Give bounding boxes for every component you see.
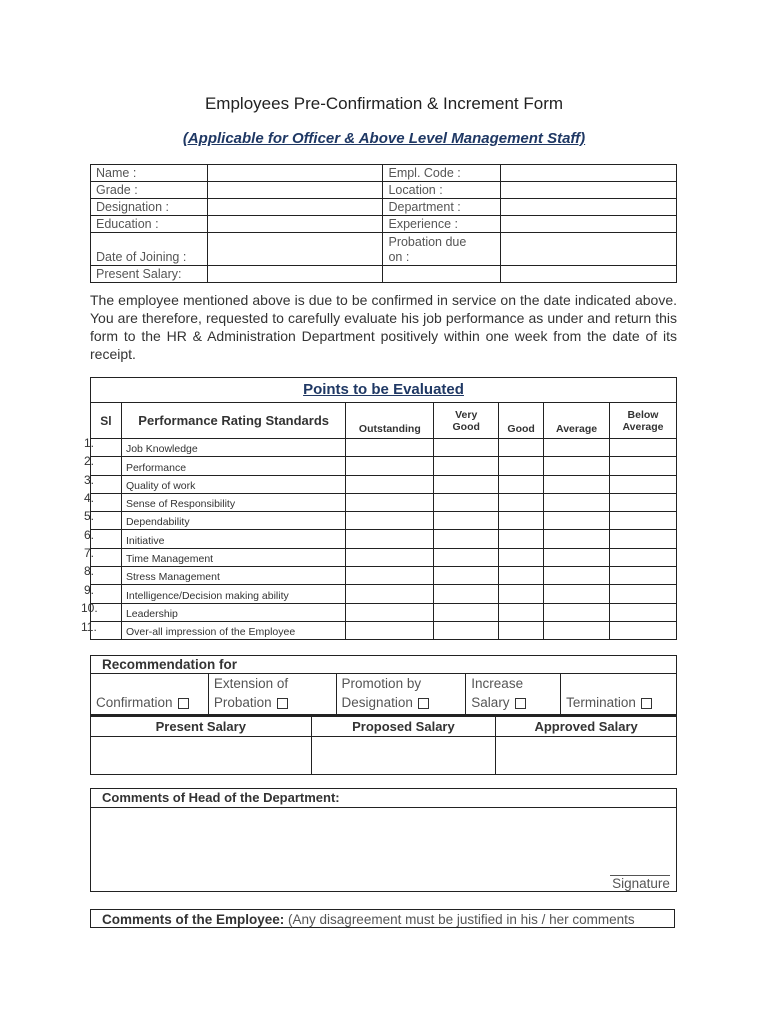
- present-salary-field[interactable]: [207, 266, 383, 283]
- very-good-cell[interactable]: [434, 493, 499, 511]
- very-good-cell[interactable]: [434, 548, 499, 566]
- intro-paragraph: The employee mentioned above is due to be confirmed in service on the date indicated above. You are therefore, requested to carefully evaluate his job performance as under and return this form to the HR & Administration Department positively within one week from the date of its receipt.: [90, 292, 677, 362]
- location-label: Location :: [383, 182, 501, 199]
- very-good-cell[interactable]: [434, 475, 499, 493]
- standard-label: Leadership: [121, 603, 345, 621]
- row-number: 10.: [81, 601, 98, 616]
- very-good-cell[interactable]: [434, 567, 499, 585]
- table-row: [91, 621, 677, 639]
- good-cell[interactable]: [499, 512, 544, 530]
- increase-checkbox[interactable]: [515, 698, 526, 709]
- below-average-cell[interactable]: [610, 439, 677, 457]
- present-salary-label: Present Salary:: [91, 266, 208, 283]
- good-cell[interactable]: [499, 585, 544, 603]
- sl-cell: [91, 512, 122, 530]
- row-number: 7.: [84, 546, 95, 561]
- row-number: 3.: [84, 472, 95, 487]
- designation-label: Designation :: [91, 199, 208, 216]
- blank-cell: [501, 266, 677, 283]
- below-average-header: Below Average: [610, 403, 677, 439]
- approved-salary-header: Approved Salary: [496, 716, 677, 737]
- outstanding-cell[interactable]: [346, 439, 434, 457]
- very-good-header: Very Good: [434, 403, 499, 439]
- row-number: 5.: [84, 509, 95, 524]
- outstanding-header: Outstanding: [346, 403, 434, 439]
- good-cell[interactable]: [499, 603, 544, 621]
- empl-code-field[interactable]: [501, 165, 677, 182]
- average-cell[interactable]: [544, 621, 610, 639]
- standard-label: Intelligence/Decision making ability: [121, 585, 345, 603]
- empl-code-label: Empl. Code :: [383, 165, 501, 182]
- standard-label: Over-all impression of the Employee: [121, 621, 345, 639]
- recommendation-title: Recommendation for: [91, 656, 677, 674]
- outstanding-cell[interactable]: [346, 475, 434, 493]
- good-cell[interactable]: [499, 457, 544, 475]
- outstanding-cell[interactable]: [346, 603, 434, 621]
- experience-label: Experience :: [383, 216, 501, 233]
- table-row: [91, 457, 677, 475]
- below-average-cell[interactable]: [610, 493, 677, 511]
- employee-comments-title: Comments of the Employee:: [102, 912, 285, 927]
- good-cell[interactable]: [499, 493, 544, 511]
- name-label: Name :: [91, 165, 208, 182]
- standard-label: Time Management: [121, 548, 345, 566]
- outstanding-cell[interactable]: [346, 621, 434, 639]
- termination-option[interactable]: Termination: [561, 674, 677, 715]
- designation-field[interactable]: [207, 199, 383, 216]
- form-title: Employees Pre-Confirmation & Increment Form: [204, 94, 564, 113]
- promotion-checkbox[interactable]: [418, 698, 429, 709]
- very-good-cell[interactable]: [434, 603, 499, 621]
- very-good-cell[interactable]: [434, 621, 499, 639]
- average-cell[interactable]: [544, 530, 610, 548]
- table-row: [91, 585, 677, 603]
- standard-label: Stress Management: [121, 567, 345, 585]
- head-comments-box: [90, 788, 677, 892]
- grade-field[interactable]: [207, 182, 383, 199]
- sl-cell: [91, 475, 122, 493]
- form-subtitle: (Applicable for Officer & Above Level Management Staff): [182, 130, 586, 147]
- points-caption: Points to be Evaluated: [91, 378, 677, 403]
- present-salary-header: Present Salary: [91, 716, 312, 737]
- sl-cell: [91, 457, 122, 475]
- good-cell[interactable]: [499, 475, 544, 493]
- grade-label: Grade :: [91, 182, 208, 199]
- table-row: [91, 493, 677, 511]
- below-average-cell[interactable]: [610, 475, 677, 493]
- below-average-cell[interactable]: [610, 548, 677, 566]
- promotion-option[interactable]: Promotion by Designation: [336, 674, 466, 715]
- table-row: [91, 439, 677, 457]
- standards-header: Performance Rating Standards: [121, 403, 345, 439]
- recommendation-table: [90, 655, 677, 715]
- salary-table: [90, 715, 677, 775]
- table-row: [91, 548, 677, 566]
- sl-header: Sl: [91, 403, 122, 439]
- date-of-joining-label: Date of Joining :: [91, 233, 208, 266]
- good-cell[interactable]: [499, 548, 544, 566]
- below-average-cell[interactable]: [610, 457, 677, 475]
- very-good-cell[interactable]: [434, 439, 499, 457]
- standard-label: Job Knowledge: [121, 439, 345, 457]
- average-cell[interactable]: [544, 512, 610, 530]
- education-label: Education :: [91, 216, 208, 233]
- termination-checkbox[interactable]: [641, 698, 652, 709]
- very-good-cell[interactable]: [434, 530, 499, 548]
- head-comments-title: Comments of Head of the Department:: [91, 789, 676, 808]
- points-table: [90, 377, 677, 640]
- standard-label: Performance: [121, 457, 345, 475]
- average-cell[interactable]: [544, 567, 610, 585]
- average-cell[interactable]: [544, 493, 610, 511]
- sl-cell: [91, 493, 122, 511]
- standard-label: Quality of work: [121, 475, 345, 493]
- below-average-cell[interactable]: [610, 603, 677, 621]
- row-number: 9.: [84, 582, 95, 597]
- table-row: [91, 530, 677, 548]
- average-cell[interactable]: [544, 585, 610, 603]
- very-good-cell[interactable]: [434, 457, 499, 475]
- row-number: 6.: [84, 527, 95, 542]
- good-header: Good: [499, 403, 544, 439]
- table-row: [91, 603, 677, 621]
- sl-cell: [91, 439, 122, 457]
- probation-due-field[interactable]: [501, 233, 677, 266]
- sl-cell: [91, 548, 122, 566]
- confirmation-checkbox[interactable]: [178, 698, 189, 709]
- below-average-cell[interactable]: [610, 530, 677, 548]
- outstanding-cell[interactable]: [346, 567, 434, 585]
- table-row: [91, 475, 677, 493]
- approved-salary-field[interactable]: [496, 737, 677, 775]
- average-cell[interactable]: [544, 603, 610, 621]
- sl-cell: [91, 530, 122, 548]
- location-field[interactable]: [501, 182, 677, 199]
- employee-comments-note: (Any disagreement must be justified in his / her comments: [284, 912, 635, 927]
- name-field[interactable]: [207, 165, 383, 182]
- good-cell[interactable]: [499, 567, 544, 585]
- proposed-salary-field[interactable]: [311, 737, 496, 775]
- confirmation-option[interactable]: Confirmation: [91, 674, 209, 715]
- row-number: 11.: [81, 619, 97, 634]
- very-good-cell[interactable]: [434, 585, 499, 603]
- department-label: Department :: [383, 199, 501, 216]
- date-of-joining-field[interactable]: [207, 233, 383, 266]
- good-cell[interactable]: [499, 530, 544, 548]
- table-row: [91, 512, 677, 530]
- department-field[interactable]: [501, 199, 677, 216]
- outstanding-cell[interactable]: [346, 548, 434, 566]
- outstanding-cell[interactable]: [346, 585, 434, 603]
- outstanding-cell[interactable]: [346, 457, 434, 475]
- employee-info-table: [90, 164, 677, 283]
- education-field[interactable]: [207, 216, 383, 233]
- standard-label: Initiative: [121, 530, 345, 548]
- outstanding-cell[interactable]: [346, 493, 434, 511]
- below-average-cell[interactable]: [610, 512, 677, 530]
- below-average-cell[interactable]: [610, 621, 677, 639]
- row-number: 2.: [84, 454, 95, 469]
- proposed-salary-header: Proposed Salary: [311, 716, 496, 737]
- sl-cell: [91, 567, 122, 585]
- average-cell[interactable]: [544, 475, 610, 493]
- extension-checkbox[interactable]: [277, 698, 288, 709]
- row-number: 1.: [84, 436, 95, 450]
- present-salary-field[interactable]: [91, 737, 312, 775]
- row-number: 4.: [84, 491, 95, 506]
- experience-field[interactable]: [501, 216, 677, 233]
- probation-due-label: Probation due on :: [383, 233, 501, 266]
- very-good-cell[interactable]: [434, 512, 499, 530]
- outstanding-cell[interactable]: [346, 530, 434, 548]
- average-cell[interactable]: [544, 457, 610, 475]
- standard-label: Dependability: [121, 512, 345, 530]
- below-average-cell[interactable]: [610, 567, 677, 585]
- increase-option[interactable]: Increase Salary: [466, 674, 561, 715]
- average-cell[interactable]: [544, 439, 610, 457]
- extension-option[interactable]: Extension of Probation: [208, 674, 336, 715]
- head-comments-field[interactable]: [91, 808, 676, 891]
- average-header: Average: [544, 403, 610, 439]
- employee-comments-box[interactable]: [90, 909, 675, 928]
- row-number: 8.: [84, 564, 95, 579]
- blank-cell: [383, 266, 501, 283]
- good-cell[interactable]: [499, 439, 544, 457]
- table-row: [91, 567, 677, 585]
- good-cell[interactable]: [499, 621, 544, 639]
- average-cell[interactable]: [544, 548, 610, 566]
- outstanding-cell[interactable]: [346, 512, 434, 530]
- below-average-cell[interactable]: [610, 585, 677, 603]
- signature-line: Signature: [610, 875, 670, 891]
- standard-label: Sense of Responsibility: [121, 493, 345, 511]
